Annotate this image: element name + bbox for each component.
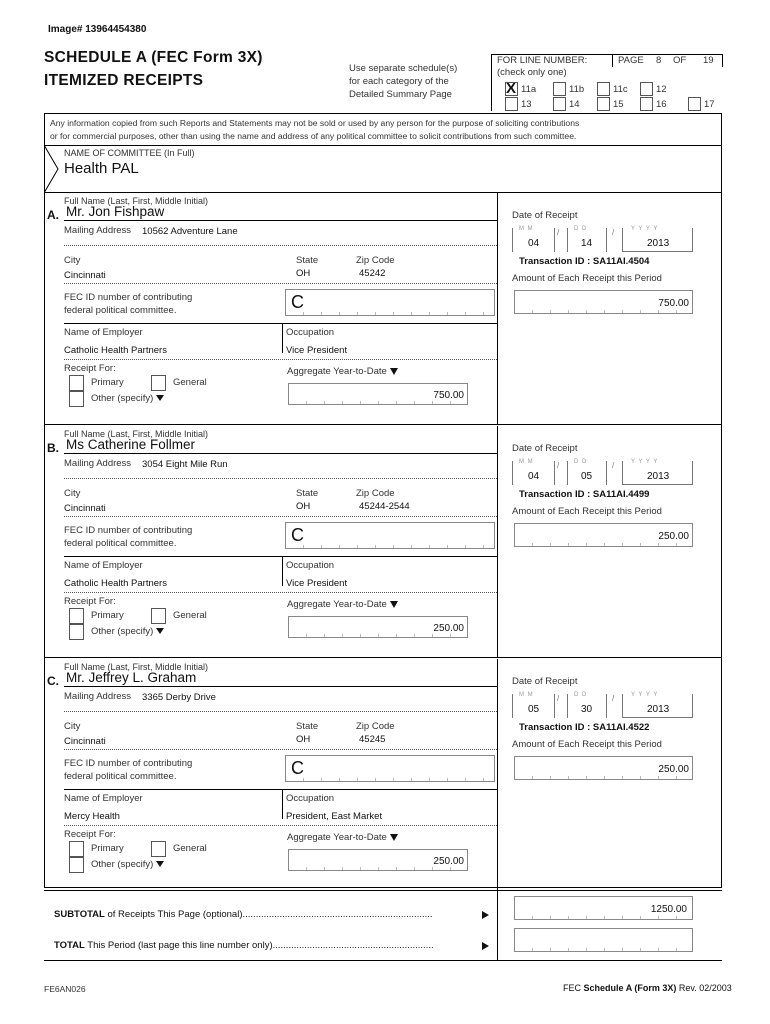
full-name-label: Full Name (Last, First, Middle Initial) — [64, 429, 209, 439]
of-label: OF — [673, 55, 687, 66]
aggregate-value: 750.00 — [433, 390, 464, 401]
instructions — [349, 62, 457, 101]
occupation-value: Vice President — [286, 578, 348, 589]
amount-box[interactable] — [514, 756, 693, 780]
general-label: General — [173, 610, 207, 621]
amount-value: 750.00 — [658, 298, 689, 309]
employer-label: Name of Employer — [64, 327, 143, 338]
page-total: 19 — [703, 55, 714, 66]
receipt-for-label: Receipt For: — [64, 363, 116, 374]
employer-value: Mercy Health — [64, 811, 120, 822]
subtotal-box[interactable] — [514, 896, 693, 920]
mailing-address: 3365 Derby Drive — [142, 692, 216, 703]
occupation-value: Vice President — [286, 345, 348, 356]
mailing-address: 3054 Eight Mile Run — [142, 459, 228, 470]
instruction-line: Use separate schedule(s) — [349, 63, 458, 74]
check-mark: X — [506, 80, 517, 97]
aggregate-value: 250.00 — [433, 856, 464, 867]
amount-box[interactable] — [514, 523, 693, 547]
line-11b-checkbox[interactable] — [553, 82, 566, 96]
aggregate-label: Aggregate Year-to-Date — [287, 599, 398, 610]
transaction-id: Transaction ID : SA11AI.4499 — [519, 489, 650, 500]
line-label: 11b — [569, 84, 585, 95]
line-12-checkbox[interactable] — [640, 82, 653, 96]
line-17-checkbox[interactable] — [688, 97, 701, 111]
general-checkbox[interactable] — [151, 375, 166, 391]
general-label: General — [173, 843, 207, 854]
state-value: OH — [296, 734, 311, 745]
year-value: 2013 — [647, 238, 670, 249]
fec-id-prefix: C — [291, 292, 304, 312]
page-label: PAGE — [618, 55, 644, 66]
zip-label: Zip Code — [356, 255, 395, 266]
other-checkbox[interactable] — [69, 624, 84, 640]
zip-value: 45242 — [359, 268, 386, 279]
mailing-address-label: Mailing Address — [64, 225, 132, 236]
fec-id-label: FEC ID number of contributing federal political committee. — [64, 525, 193, 549]
entry-letter: A. — [47, 208, 59, 222]
month-value: 04 — [528, 238, 540, 249]
state-label: State — [296, 255, 319, 266]
year-value: 2013 — [647, 471, 670, 482]
line-11a-checkbox[interactable] — [505, 82, 518, 96]
transaction-id: Transaction ID : SA11AI.4522 — [519, 722, 650, 733]
month-value: 05 — [528, 704, 540, 715]
line-label: 11c — [613, 84, 628, 95]
city-value: Cincinnati — [64, 736, 106, 747]
day-box[interactable]: D D 30 — [567, 694, 607, 718]
state-label: State — [296, 721, 319, 732]
entry-letter: C. — [47, 674, 59, 688]
fec-id-label: FEC ID number of contributing federal political committee. — [64, 292, 193, 316]
other-label: Other (specify) — [91, 626, 164, 637]
year-box[interactable]: Y Y Y Y 2013 — [622, 228, 693, 252]
disclaimer-line: Any information copied from such Reports and Statements may not be sold or used by any person for the purpose of soliciting contributions — [50, 118, 580, 128]
amount-box[interactable] — [514, 290, 693, 314]
employer-label: Name of Employer — [64, 793, 143, 804]
fec-id-label: FEC ID number of contributing federal political committee. — [64, 758, 193, 782]
aggregate-label: Aggregate Year-to-Date — [287, 832, 398, 843]
primary-checkbox[interactable] — [69, 608, 84, 624]
chevron-bracket-icon — [44, 145, 60, 193]
form-reference: FEC Schedule A (Form 3X) Rev. 02/2003 — [563, 983, 732, 993]
zip-label: Zip Code — [356, 721, 395, 732]
subtotal-value: 1250.00 — [650, 904, 687, 915]
check-only-one: (check only one) — [497, 67, 567, 78]
line-label: 13 — [521, 99, 532, 110]
zip-label: Zip Code — [356, 488, 395, 499]
amount-label: Amount of Each Receipt this Period — [512, 739, 662, 750]
amount-label: Amount of Each Receipt this Period — [512, 273, 662, 284]
day-value: 14 — [581, 238, 593, 249]
month-box[interactable]: M M 05 — [512, 694, 555, 718]
employer-value: Catholic Health Partners — [64, 345, 167, 356]
other-label: Other (specify) — [91, 393, 164, 404]
aggregate-value: 250.00 — [433, 623, 464, 634]
day-value: 05 — [581, 471, 593, 482]
other-checkbox[interactable] — [69, 857, 84, 873]
city-label: City — [64, 488, 81, 499]
arrow-down-icon — [390, 834, 398, 841]
line-label: 11a — [521, 84, 537, 95]
line-11c-checkbox[interactable] — [597, 82, 610, 96]
line-label: 16 — [656, 99, 667, 110]
subtotal-label: SUBTOTAL of Receipts This Page (optional)........................................................................ — [54, 909, 433, 920]
general-label: General — [173, 377, 207, 388]
line-label: 15 — [613, 99, 624, 110]
arrow-right-icon — [482, 942, 489, 950]
line-label: 14 — [569, 99, 580, 110]
line-label: 12 — [656, 84, 667, 95]
state-label: State — [296, 488, 319, 499]
amount-label: Amount of Each Receipt this Period — [512, 506, 662, 517]
fec-id-box[interactable] — [285, 755, 495, 782]
occupation-label: Occupation — [286, 560, 335, 571]
year-box[interactable]: Y Y Y Y 2013 — [622, 694, 693, 718]
contributor-name: Ms Catherine Follmer — [66, 437, 196, 452]
general-checkbox[interactable] — [151, 841, 166, 857]
receipt-for-label: Receipt For: — [64, 829, 116, 840]
state-value: OH — [296, 268, 311, 279]
date-of-receipt-label: Date of Receipt — [512, 676, 578, 687]
full-name-label: Full Name (Last, First, Middle Initial) — [64, 662, 209, 672]
contributor-name: Mr. Jeffrey L. Graham — [66, 670, 197, 685]
amount-value: 250.00 — [658, 531, 689, 542]
committee-name: Health PAL — [64, 160, 139, 177]
date-of-receipt-label: Date of Receipt — [512, 443, 578, 454]
arrow-down-icon — [390, 601, 398, 608]
mailing-address-label: Mailing Address — [64, 458, 132, 469]
arrow-down-icon — [156, 628, 164, 634]
state-value: OH — [296, 501, 311, 512]
city-label: City — [64, 255, 81, 266]
amount-value: 250.00 — [658, 764, 689, 775]
arrow-right-icon — [482, 911, 489, 919]
aggregate-box[interactable] — [288, 383, 468, 405]
committee-label: NAME OF COMMITTEE (In Full) — [64, 148, 195, 158]
day-box[interactable]: D D 14 — [567, 228, 607, 252]
instruction-line: for each category of the — [349, 76, 449, 87]
month-box[interactable]: M M 04 — [512, 461, 555, 485]
city-label: City — [64, 721, 81, 732]
zip-value: 45245 — [359, 734, 386, 745]
primary-label: Primary — [91, 610, 124, 621]
month-box[interactable]: M M 04 — [512, 228, 555, 252]
occupation-value: President, East Market — [286, 811, 383, 822]
other-checkbox[interactable] — [69, 391, 84, 407]
employer-value: Catholic Health Partners — [64, 578, 167, 589]
primary-checkbox[interactable] — [69, 841, 84, 857]
line-16-checkbox[interactable] — [640, 97, 653, 111]
primary-label: Primary — [91, 377, 124, 388]
full-name-label: Full Name (Last, First, Middle Initial) — [64, 196, 209, 206]
year-value: 2013 — [647, 704, 670, 715]
mailing-address: 10562 Adventure Lane — [142, 226, 238, 237]
arrow-down-icon — [156, 395, 164, 401]
city-value: Cincinnati — [64, 503, 106, 514]
page-number: 8 — [656, 55, 662, 66]
receipt-for-label: Receipt For: — [64, 596, 116, 607]
entry-letter: B. — [47, 441, 59, 455]
day-box[interactable]: D D 05 — [567, 461, 607, 485]
contributor-name: Mr. Jon Fishpaw — [66, 204, 165, 219]
form-title: SCHEDULE A (FEC Form 3X) — [44, 49, 263, 66]
disclaimer — [50, 117, 579, 143]
aggregate-box[interactable] — [288, 849, 468, 871]
occupation-label: Occupation — [286, 793, 335, 804]
date-of-receipt-label: Date of Receipt — [512, 210, 578, 221]
line-number-label: FOR LINE NUMBER: — [497, 55, 588, 66]
line-13-checkbox[interactable] — [505, 97, 518, 111]
line-14-checkbox[interactable] — [553, 97, 566, 111]
total-box[interactable] — [514, 928, 693, 952]
aggregate-label: Aggregate Year-to-Date — [287, 366, 398, 377]
occupation-label: Occupation — [286, 327, 335, 338]
aggregate-box[interactable] — [288, 616, 468, 638]
primary-checkbox[interactable] — [69, 375, 84, 391]
general-checkbox[interactable] — [151, 608, 166, 624]
fec-id-prefix: C — [291, 758, 304, 778]
form-subtitle: ITEMIZED RECEIPTS — [44, 72, 204, 89]
other-label: Other (specify) — [91, 859, 164, 870]
form-code: FE6AN026 — [44, 984, 86, 994]
primary-label: Primary — [91, 843, 124, 854]
fec-id-box[interactable] — [285, 522, 495, 549]
employer-label: Name of Employer — [64, 560, 143, 571]
fec-id-box[interactable] — [285, 289, 495, 316]
disclaimer-line: or for commercial purposes, other than using the name and address of any political committee to solicit contributions from such committee. — [50, 131, 577, 141]
month-value: 04 — [528, 471, 540, 482]
zip-value: 45244-2544 — [359, 501, 410, 512]
fec-id-prefix: C — [291, 525, 304, 545]
image-id: Image# 13964454380 — [48, 24, 147, 35]
arrow-down-icon — [156, 861, 164, 867]
line-15-checkbox[interactable] — [597, 97, 610, 111]
day-value: 30 — [581, 704, 593, 715]
line-label: 17 — [704, 99, 715, 110]
mailing-address-label: Mailing Address — [64, 691, 132, 702]
year-box[interactable]: Y Y Y Y 2013 — [622, 461, 693, 485]
arrow-down-icon — [390, 368, 398, 375]
city-value: Cincinnati — [64, 270, 106, 281]
total-label: TOTAL This Period (last page this line number only)............................................................. — [54, 940, 434, 951]
transaction-id: Transaction ID : SA11AI.4504 — [519, 256, 650, 267]
instruction-line: Detailed Summary Page — [349, 89, 452, 100]
